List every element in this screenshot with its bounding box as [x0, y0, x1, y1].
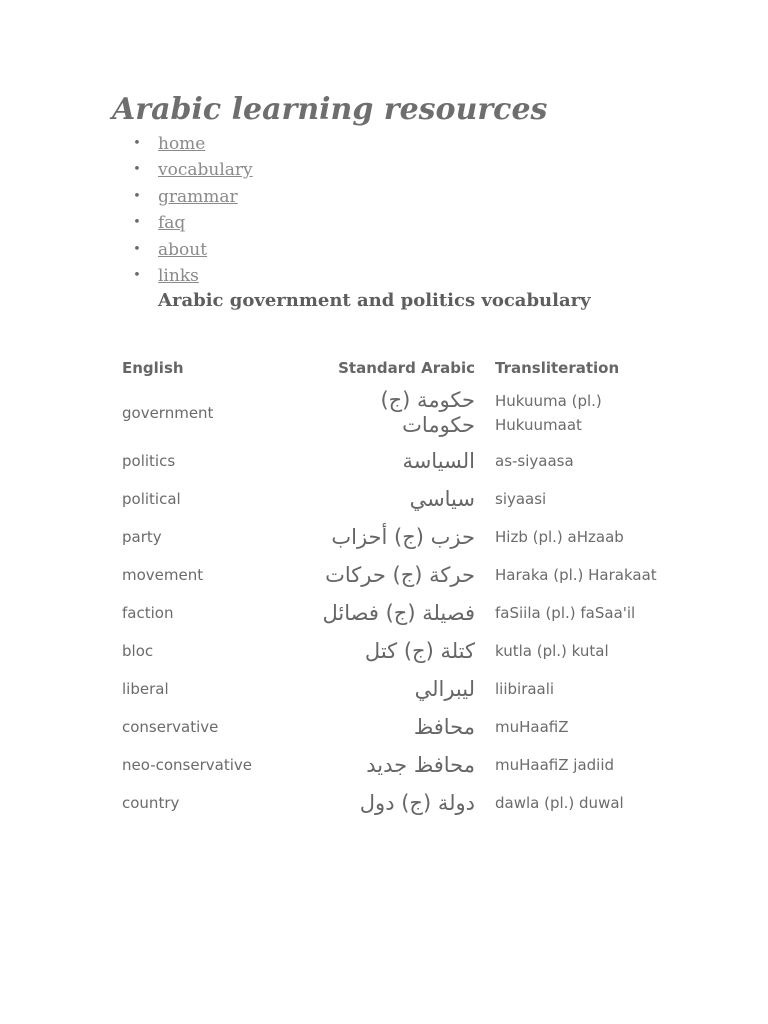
transliteration-cell: dawla (pl.) duwal — [495, 794, 624, 812]
site-title: Arabic learning resources — [112, 92, 548, 127]
transliteration-cell: Hizb (pl.) aHzaab — [495, 528, 624, 546]
arabic-cell: محافظ — [413, 714, 475, 739]
bullet-icon: • — [133, 267, 141, 283]
arabic-cell: حزب (ج) أحزاب — [331, 524, 475, 549]
english-cell: faction — [122, 604, 174, 622]
arabic-cell: كتلة (ج) كتل — [364, 638, 475, 663]
nav-link-vocabulary[interactable]: vocabulary — [158, 160, 253, 181]
table-row — [112, 670, 687, 708]
nav-link-faq[interactable]: faq — [158, 213, 186, 234]
nav-link-home[interactable]: home — [158, 134, 206, 154]
section-title: Arabic government and politics vocabulary — [158, 290, 591, 311]
arabic-cell: دولة (ج) دول — [359, 790, 475, 815]
table-row — [112, 708, 687, 746]
table-row — [112, 384, 687, 442]
vocabulary-table — [112, 352, 687, 822]
header-standard-arabic: Standard Arabic — [338, 359, 475, 377]
nav-item-links — [132, 263, 253, 289]
table-row — [112, 632, 687, 670]
transliteration-cell: faSiila (pl.) faSaa'il — [495, 604, 636, 622]
table-row — [112, 442, 687, 480]
english-cell: political — [122, 490, 181, 508]
table-row — [112, 556, 687, 594]
english-cell: neo-conservative — [122, 756, 252, 774]
transliteration-cell: liibiraali — [495, 680, 555, 698]
nav-item-grammar — [132, 184, 253, 210]
arabic-cell: سياسي — [409, 486, 475, 511]
arabic-cell: ليبرالي — [414, 676, 475, 701]
nav-link-links[interactable]: links — [158, 265, 199, 286]
bullet-icon: • — [133, 162, 141, 178]
transliteration-cell: Haraka (pl.) Harakaat — [495, 566, 657, 584]
transliteration-cell: kutla (pl.) kutal — [495, 642, 609, 660]
nav-item-faq — [132, 210, 253, 236]
nav-item-about — [132, 237, 253, 263]
arabic-cell: فصيلة (ج) فصائل — [322, 600, 475, 625]
transliteration-cell: Hukuuma (pl.) Hukuumaat — [495, 392, 602, 434]
header-transliteration: Transliteration — [495, 359, 620, 377]
nav-link-about[interactable]: about — [158, 239, 208, 260]
table-row — [112, 518, 687, 556]
bullet-icon: • — [133, 215, 141, 231]
english-cell: bloc — [122, 642, 154, 660]
english-cell: politics — [122, 452, 176, 470]
nav-link-grammar[interactable]: grammar — [158, 186, 238, 207]
header-english: English — [122, 359, 184, 377]
arabic-cell: حركة (ج) حركات — [325, 562, 475, 587]
nav-item-vocabulary — [132, 157, 253, 183]
arabic-cell: السياسة — [402, 448, 475, 473]
table-row — [112, 480, 687, 518]
english-cell: movement — [122, 566, 204, 584]
table-row — [112, 594, 687, 632]
arabic-cell: حكومة (ج) حكومات — [380, 388, 475, 437]
english-cell: liberal — [122, 680, 169, 698]
table-row — [112, 784, 687, 822]
bullet-icon: • — [133, 136, 141, 151]
english-cell: country — [122, 794, 180, 812]
english-cell: conservative — [122, 718, 219, 736]
table-header-row — [112, 352, 687, 384]
english-cell: government — [122, 404, 214, 422]
arabic-cell: محافظ جديد — [366, 752, 475, 777]
transliteration-cell: siyaasi — [495, 490, 547, 508]
english-cell: party — [122, 528, 162, 546]
bullet-icon: • — [133, 188, 141, 204]
transliteration-cell: muHaafiZ — [495, 718, 569, 736]
nav-item-home — [132, 131, 253, 157]
bullet-icon: • — [133, 241, 141, 257]
transliteration-cell: muHaafiZ jadiid — [495, 756, 615, 774]
main-nav — [132, 131, 253, 289]
transliteration-cell: as-siyaasa — [495, 452, 574, 470]
table-row — [112, 746, 687, 784]
